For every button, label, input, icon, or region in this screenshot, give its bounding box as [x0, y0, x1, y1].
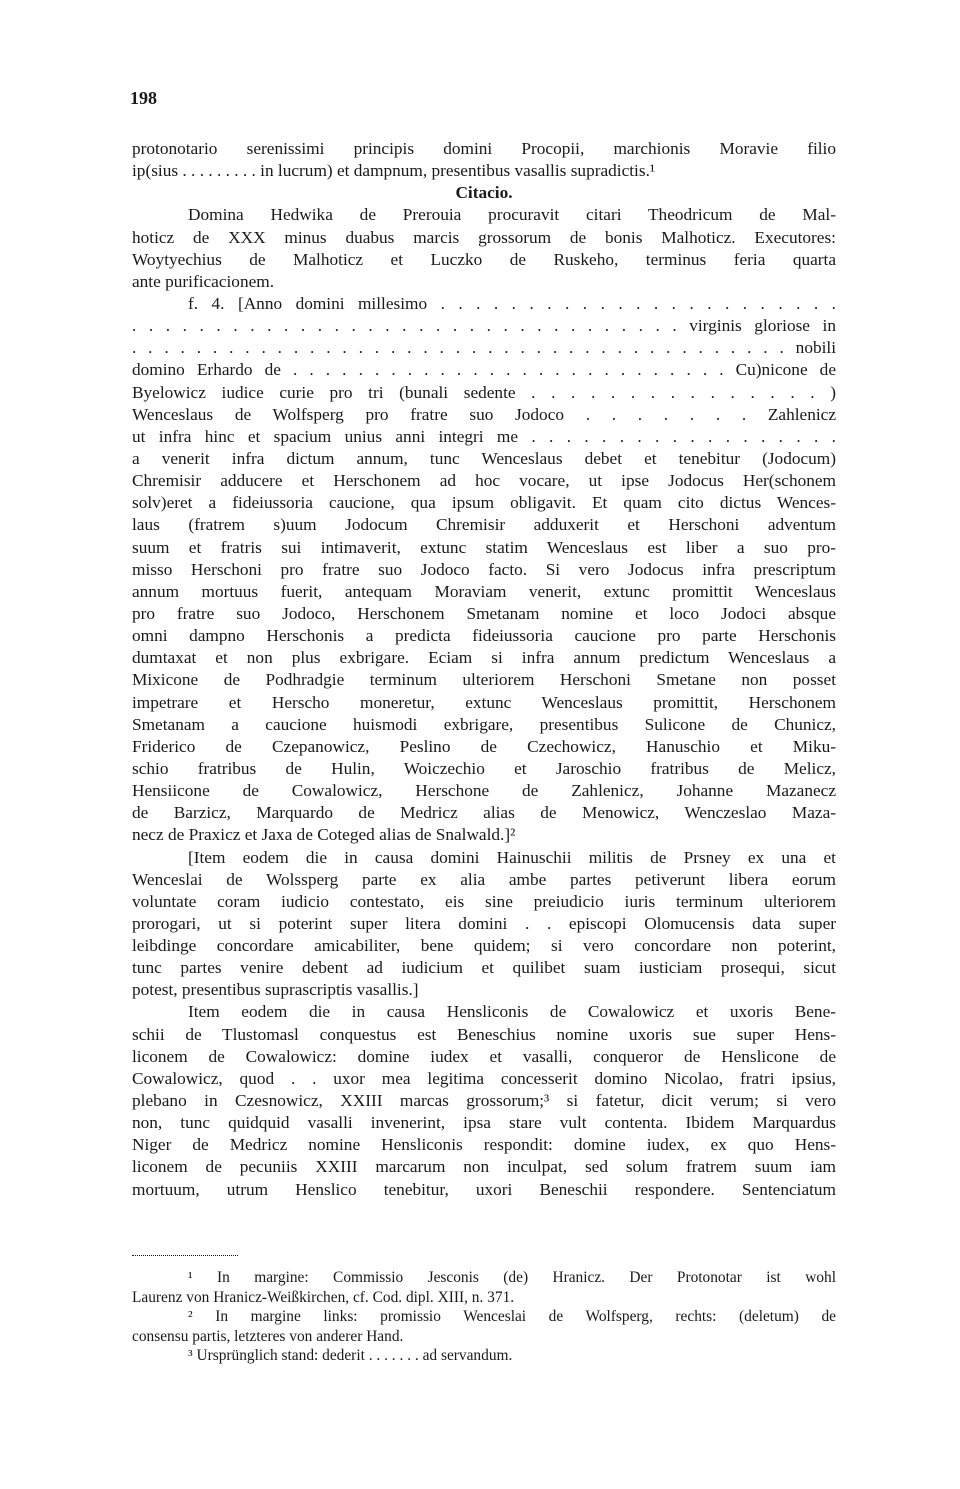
- text-line: [Item eodem die in causa domini Hainuschii militis de Prsney ex una et: [188, 847, 836, 867]
- text-line: Hensiicone de Cowalowicz, Herschone de Zahlenicz, Johanne Mazanecz: [132, 781, 836, 801]
- text-line: a venerit infra dictum annum, tunc Wenceslaus debet et tenebitur (Jodocum): [132, 448, 836, 468]
- text-line: impetrare et Herscho moneretur, extunc Wenceslaus promittit, Herschonem: [132, 692, 836, 712]
- text-line: pro fratre suo Jodoco, Herschonem Smetanam nomine et loco Jodoci absque: [132, 603, 836, 623]
- text-line: dumtaxat et non plus exbrigare. Eciam si infra annum predictum Wenceslaus a: [132, 648, 836, 668]
- text-line: non, tunc quidquid vasalli invenerint, ipsa stare vult contenta. Ibidem Marquardus: [132, 1113, 836, 1133]
- text-line: Cowalowicz, quod . . uxor mea legitima concesserit domino Nicolao, fratri ipsius,: [132, 1068, 836, 1088]
- text-line: plebano in Czesnowicz, XXIII marcas grossorum;³ si fatetur, dicit verum; si vero: [132, 1091, 836, 1111]
- text-line: Chremisir adducere et Herschonem ad hoc vocare, ut ipse Jodocus Her(schonem: [132, 471, 836, 491]
- text-line: misso Herschoni pro fratre suo Jodoco facto. Si vero Jodocus infra prescriptum: [132, 559, 836, 579]
- text-line: Woytyechius de Malhoticz et Luczko de Ruskeho, terminus feria quarta: [132, 249, 836, 269]
- text-line: mortuum, utrum Henslico tenebitur, uxori Beneschii respondere. Sentenciatum: [132, 1179, 836, 1199]
- text-line: . . . . . . . . . . . . . . . . . . . . . . . . . . . . . . . . . . . . . . . . . nobili: [132, 338, 836, 358]
- text-line: . . . . . . . . . . . . . . . . . . . . . . . . . . . . . . . . . virginis gloriose in: [132, 316, 836, 336]
- text-line: Domina Hedwika de Prerouia procuravit citari Theodricum de Mal-: [188, 205, 836, 225]
- text-line: schii de Tlustomasl conquestus est Beneschius nomine uxoris sue super Hens-: [132, 1024, 836, 1044]
- footnote-line: ³ Ursprünglich stand: dederit . . . . . . . ad servandum.: [188, 1347, 513, 1365]
- footnote-line: consensu partis, letzteres von anderer Hand.: [132, 1327, 404, 1345]
- text-line: hoticz de XXX minus duabus marcis grossorum de bonis Malhoticz. Executores:: [132, 227, 836, 247]
- text-line: Niger de Medricz nomine Hensliconis respondit: domine iudex, ex quo Hens-: [132, 1135, 836, 1155]
- text-line: laus (fratrem s)uum Jodocum Chremisir adduxerit et Herschoni adventum: [132, 515, 836, 535]
- text-line: schio fratribus de Hulin, Woiczechio et Jaroschio fratribus de Melicz,: [132, 758, 836, 778]
- footnote-separator: [132, 1255, 238, 1256]
- text-line: domino Erhardo de . . . . . . . . . . . . . . . . . . . . . . . . . . . Cu)nicone de: [132, 360, 836, 380]
- text-line: protonotario serenissimi principis domini Procopii, marchionis Moravie filio: [132, 139, 836, 158]
- text-line: leibdinge concordare amicabiliter, bene quidem; si vero concordare non poterint,: [132, 936, 836, 956]
- main-text: [132, 138, 836, 1201]
- text-line: voluntate coram iudicio contestato, eis sine preiudicio iuris terminum ulteriorem: [132, 891, 836, 911]
- text-line: Wenceslai de Wolssperg parte ex alia ambe partes petiverunt libera eorum: [132, 869, 836, 889]
- text-line: tunc partes venire debent ad iudicium et quilibet suam iusticiam prosequi, sicut: [132, 958, 836, 978]
- text-line: omni dampno Herschonis a predicta fideiussoria caucione pro parte Herschonis: [132, 626, 836, 646]
- text-line: prorogari, ut si poterint super litera domini . . episcopi Olomucensis data super: [132, 913, 836, 933]
- text-line: liconem de pecuniis XXIII marcarum non inculpat, sed solum fratrem suum iam: [132, 1157, 836, 1177]
- text-line: Item eodem die in causa Hensliconis de Cowalowicz et uxoris Bene-: [188, 1002, 836, 1022]
- footnotes: [132, 1268, 836, 1366]
- text-line: Mixicone de Podhradgie terminum ulteriorem Herschoni Smetane non posset: [132, 670, 836, 690]
- text-line: ut infra hinc et spacium unius anni integri me . . . . . . . . . . . . . . . . . .: [132, 426, 836, 446]
- footnote-line: ² In margine links: promissio Wenceslai de Wolfsperg, rechts: (deletum) de: [188, 1308, 836, 1326]
- text-line: necz de Praxicz et Jaxa de Coteged alias de Snalwald.]²: [132, 825, 516, 845]
- footnote-line: ¹ In margine: Commissio Jesconis (de) Hranicz. Der Protonotar ist wohl: [188, 1269, 836, 1286]
- text-line: Wenceslaus de Wolfsperg pro fratre suo Jodoco . . . . . . . Zahlenicz: [132, 404, 836, 424]
- section-heading: Citacio.: [455, 183, 513, 203]
- text-line: potest, presentibus suprascriptis vasallis.]: [132, 980, 419, 1000]
- text-line: Friderico de Czepanowicz, Peslino de Czechowicz, Hanuschio et Miku-: [132, 736, 836, 756]
- footnote-line: Laurenz von Hranicz-Weißkirchen, cf. Cod. dipl. XIII, n. 371.: [132, 1288, 515, 1306]
- text-line: ip(sius . . . . . . . . . in lucrum) et dampnum, presentibus vasallis supradictis.¹: [132, 161, 656, 181]
- text-line: Smetanam a caucione huismodi exbrigare, presentibus Sulicone de Chunicz,: [132, 714, 836, 734]
- text-line: Byelowicz iudice curie pro tri (bunali sedente . . . . . . . . . . . . . . . ): [132, 382, 836, 402]
- text-line: annum mortuus fuerit, antequam Moraviam venerit, extunc promittit Wenceslaus: [132, 581, 836, 601]
- text-line: solv)eret a fideiussoria caucione, qua ipsum obligavit. Et quam cito dictus Wences-: [132, 493, 836, 513]
- page-number: 198: [130, 88, 157, 108]
- text-line: liconem de Cowalowicz: domine iudex et vasalli, conqueror de Henslicone de: [132, 1046, 836, 1066]
- text-line: suum et fratris sui intimaverit, extunc statim Wenceslaus est liber a suo pro-: [132, 537, 836, 557]
- text-line: f. 4. [Anno domini millesimo . . . . . . . . . . . . . . . . . . . . . . .: [188, 293, 836, 313]
- text-line: de Barzicz, Marquardo de Medricz alias de Menowicz, Wenczeslao Maza-: [132, 803, 836, 823]
- text-line: ante purificacionem.: [132, 271, 275, 291]
